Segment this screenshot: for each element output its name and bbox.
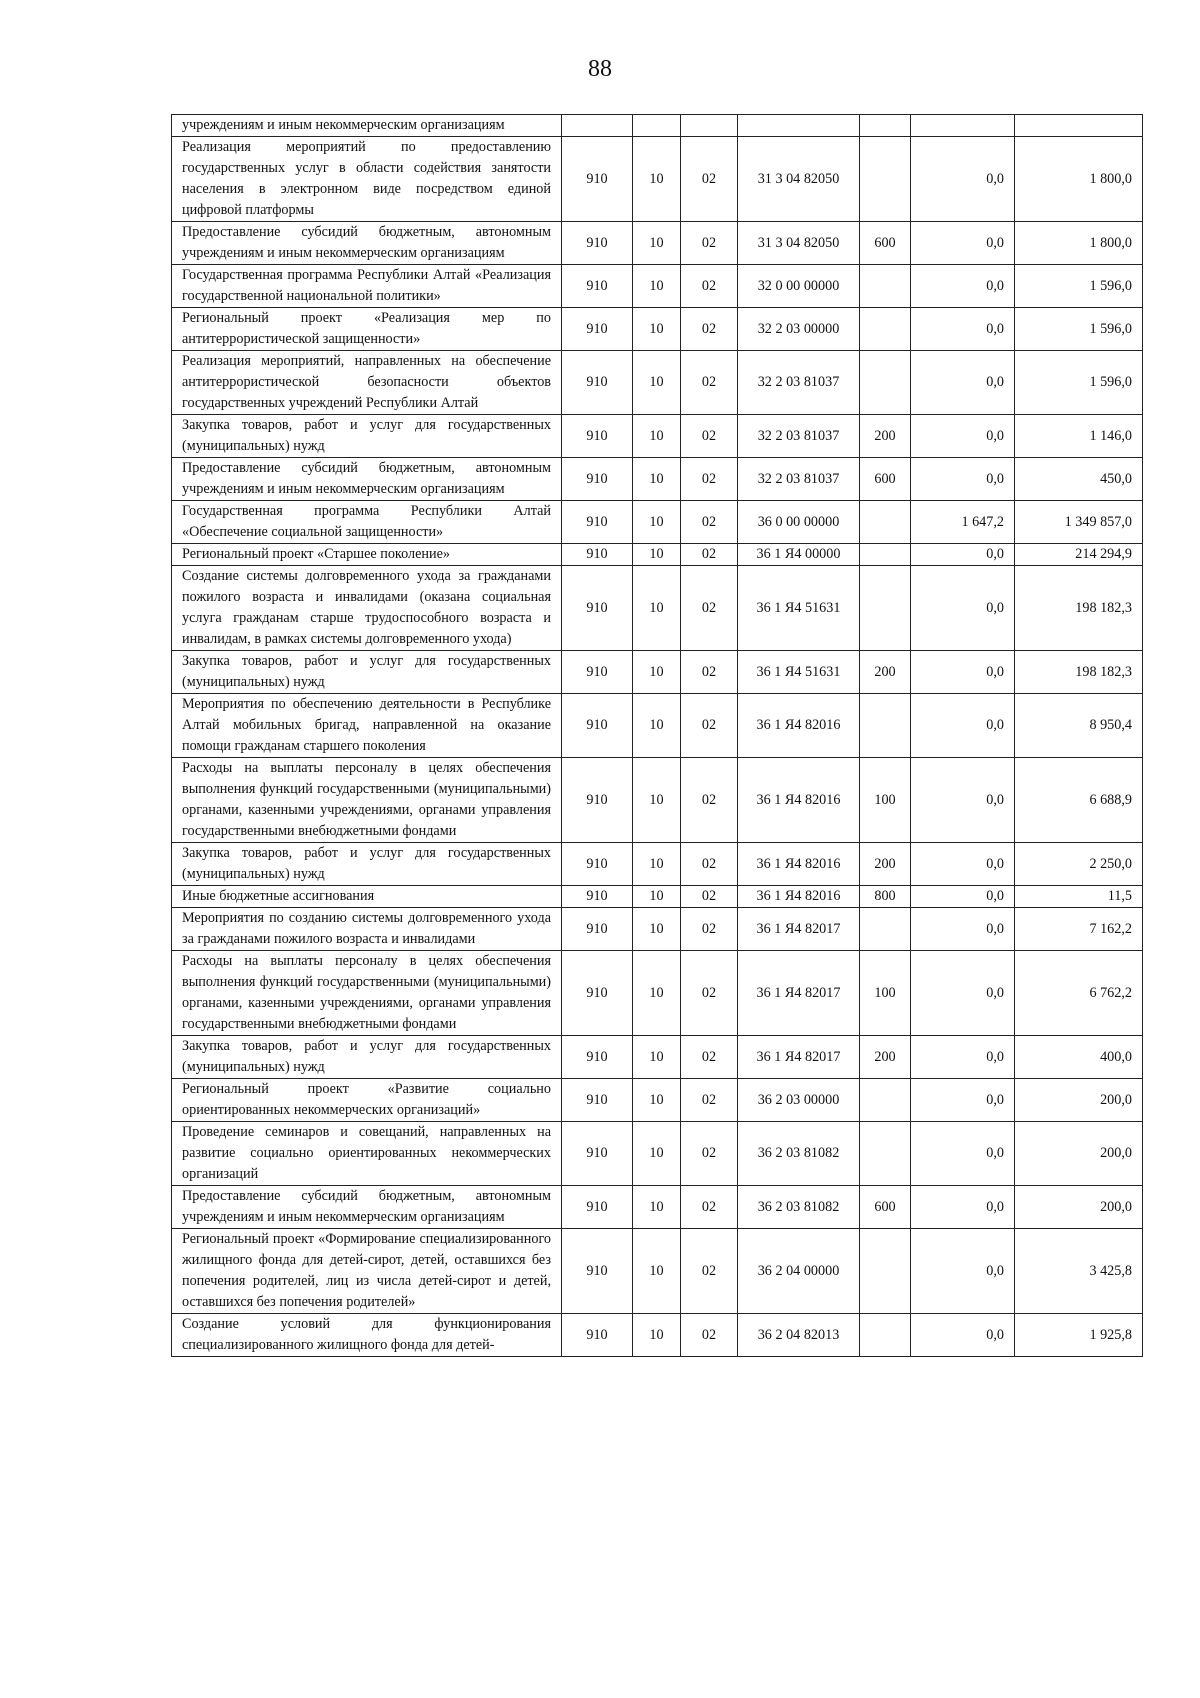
amount-2-cell: 200,0 (1015, 1079, 1143, 1122)
section-code-cell: 10 (633, 137, 681, 222)
section-code-cell: 10 (633, 222, 681, 265)
amount-1-cell: 0,0 (911, 1229, 1015, 1314)
amount-1-cell (911, 115, 1015, 137)
subsection-code-cell: 02 (681, 222, 738, 265)
amount-2-cell: 3 425,8 (1015, 1229, 1143, 1314)
amount-2-cell: 200,0 (1015, 1122, 1143, 1186)
row-name-cell: Мероприятия по созданию системы долговременного ухода за гражданами пожилого возраста и инвалидами (172, 908, 562, 951)
amount-1-cell: 0,0 (911, 886, 1015, 908)
amount-2-cell: 1 596,0 (1015, 351, 1143, 415)
table-row (172, 758, 1143, 843)
grbs-code-cell: 910 (562, 351, 633, 415)
target-article-cell: 36 1 Я4 82016 (738, 843, 860, 886)
subsection-code-cell: 02 (681, 1314, 738, 1357)
expense-type-cell: 200 (860, 843, 911, 886)
amount-2-cell: 8 950,4 (1015, 694, 1143, 758)
row-name-cell: Региональный проект «Развитие социально ориентированных некоммерческих организаций» (172, 1079, 562, 1122)
grbs-code-cell: 910 (562, 1079, 633, 1122)
amount-2-cell: 1 925,8 (1015, 1314, 1143, 1357)
expense-type-cell (860, 351, 911, 415)
subsection-code-cell: 02 (681, 1122, 738, 1186)
grbs-code-cell: 910 (562, 951, 633, 1036)
amount-2-cell: 1 800,0 (1015, 222, 1143, 265)
amount-1-cell: 0,0 (911, 544, 1015, 566)
row-name-cell: Иные бюджетные ассигнования (172, 886, 562, 908)
subsection-code-cell: 02 (681, 843, 738, 886)
subsection-code-cell: 02 (681, 544, 738, 566)
amount-1-cell: 0,0 (911, 1186, 1015, 1229)
section-code-cell: 10 (633, 544, 681, 566)
amount-2-cell: 400,0 (1015, 1036, 1143, 1079)
grbs-code-cell: 910 (562, 415, 633, 458)
target-article-cell: 36 2 03 81082 (738, 1186, 860, 1229)
grbs-code-cell: 910 (562, 308, 633, 351)
section-code-cell: 10 (633, 1186, 681, 1229)
table-row (172, 222, 1143, 265)
expense-type-cell (860, 544, 911, 566)
grbs-code-cell: 910 (562, 1229, 633, 1314)
table-row (172, 951, 1143, 1036)
amount-1-cell: 0,0 (911, 415, 1015, 458)
grbs-code-cell (562, 115, 633, 137)
target-article-cell: 32 0 00 00000 (738, 265, 860, 308)
expense-type-cell (860, 1079, 911, 1122)
subsection-code-cell: 02 (681, 758, 738, 843)
target-article-cell: 36 1 Я4 82017 (738, 951, 860, 1036)
amount-1-cell: 0,0 (911, 458, 1015, 501)
subsection-code-cell: 02 (681, 137, 738, 222)
grbs-code-cell: 910 (562, 886, 633, 908)
amount-1-cell: 0,0 (911, 222, 1015, 265)
subsection-code-cell: 02 (681, 1036, 738, 1079)
target-article-cell: 32 2 03 00000 (738, 308, 860, 351)
expense-type-cell (860, 1314, 911, 1357)
budget-table-body (172, 115, 1143, 1357)
budget-table (171, 114, 1143, 1357)
section-code-cell: 10 (633, 694, 681, 758)
table-row (172, 501, 1143, 544)
amount-2-cell: 200,0 (1015, 1186, 1143, 1229)
target-article-cell: 31 3 04 82050 (738, 137, 860, 222)
table-row (172, 1229, 1143, 1314)
amount-2-cell: 1 596,0 (1015, 308, 1143, 351)
row-name-cell: Проведение семинаров и совещаний, направленных на развитие социально ориентированных некоммерческих организаций (172, 1122, 562, 1186)
page-number: 88 (588, 56, 612, 82)
grbs-code-cell: 910 (562, 908, 633, 951)
grbs-code-cell: 910 (562, 265, 633, 308)
expense-type-cell: 100 (860, 951, 911, 1036)
table-row (172, 1079, 1143, 1122)
amount-2-cell: 198 182,3 (1015, 566, 1143, 651)
subsection-code-cell: 02 (681, 951, 738, 1036)
amount-2-cell: 450,0 (1015, 458, 1143, 501)
amount-1-cell: 0,0 (911, 137, 1015, 222)
amount-2-cell: 1 800,0 (1015, 137, 1143, 222)
section-code-cell: 10 (633, 1122, 681, 1186)
section-code-cell: 10 (633, 415, 681, 458)
row-name-cell: Предоставление субсидий бюджетным, автономным учреждениям и иным некоммерческим организациям (172, 1186, 562, 1229)
section-code-cell: 10 (633, 501, 681, 544)
amount-1-cell: 0,0 (911, 351, 1015, 415)
target-article-cell: 36 1 Я4 82017 (738, 908, 860, 951)
expense-type-cell (860, 115, 911, 137)
section-code-cell: 10 (633, 843, 681, 886)
table-row (172, 265, 1143, 308)
grbs-code-cell: 910 (562, 694, 633, 758)
target-article-cell: 36 2 04 00000 (738, 1229, 860, 1314)
amount-1-cell: 0,0 (911, 1314, 1015, 1357)
table-row (172, 458, 1143, 501)
section-code-cell: 10 (633, 566, 681, 651)
row-name-cell: Расходы на выплаты персоналу в целях обеспечения выполнения функций государственными (муниципальными) органами, казенными учреждениями, органами управления государственными внебюджетными фондами (172, 951, 562, 1036)
amount-1-cell: 0,0 (911, 843, 1015, 886)
amount-1-cell: 0,0 (911, 265, 1015, 308)
section-code-cell: 10 (633, 1229, 681, 1314)
target-article-cell: 36 1 Я4 51631 (738, 651, 860, 694)
table-row (172, 886, 1143, 908)
section-code-cell: 10 (633, 908, 681, 951)
row-name-cell: Создание системы долговременного ухода за гражданами пожилого возраста и инвалидами (оказана социальная услуга гражданам старше трудоспособного возраста и инвалидам, в рамках системы долговременного ухода) (172, 566, 562, 651)
amount-1-cell: 0,0 (911, 1036, 1015, 1079)
subsection-code-cell: 02 (681, 415, 738, 458)
amount-2-cell: 6 688,9 (1015, 758, 1143, 843)
table-row (172, 351, 1143, 415)
table-row (172, 544, 1143, 566)
table-row (172, 566, 1143, 651)
amount-1-cell: 0,0 (911, 908, 1015, 951)
row-name-cell: Мероприятия по обеспечению деятельности в Республике Алтай мобильных бригад, направленной на оказание помощи гражданам старшего поколения (172, 694, 562, 758)
row-name-cell: Предоставление субсидий бюджетным, автономным учреждениям и иным некоммерческим организациям (172, 458, 562, 501)
grbs-code-cell: 910 (562, 758, 633, 843)
table-row (172, 651, 1143, 694)
expense-type-cell: 600 (860, 458, 911, 501)
section-code-cell: 10 (633, 265, 681, 308)
grbs-code-cell: 910 (562, 1122, 633, 1186)
row-name-cell: Создание условий для функционирования специализированного жилищного фонда для детей- (172, 1314, 562, 1357)
grbs-code-cell: 910 (562, 544, 633, 566)
section-code-cell: 10 (633, 651, 681, 694)
amount-2-cell: 2 250,0 (1015, 843, 1143, 886)
grbs-code-cell: 910 (562, 843, 633, 886)
amount-2-cell: 214 294,9 (1015, 544, 1143, 566)
expense-type-cell: 100 (860, 758, 911, 843)
amount-1-cell: 1 647,2 (911, 501, 1015, 544)
target-article-cell: 32 2 03 81037 (738, 351, 860, 415)
table-row (172, 415, 1143, 458)
section-code-cell: 10 (633, 1079, 681, 1122)
section-code-cell: 10 (633, 351, 681, 415)
amount-1-cell: 0,0 (911, 308, 1015, 351)
amount-1-cell: 0,0 (911, 694, 1015, 758)
amount-2-cell (1015, 115, 1143, 137)
section-code-cell (633, 115, 681, 137)
target-article-cell: 32 2 03 81037 (738, 415, 860, 458)
table-row (172, 908, 1143, 951)
amount-2-cell: 1 349 857,0 (1015, 501, 1143, 544)
row-name-cell: Закупка товаров, работ и услуг для государственных (муниципальных) нужд (172, 415, 562, 458)
amount-1-cell: 0,0 (911, 951, 1015, 1036)
expense-type-cell: 200 (860, 415, 911, 458)
grbs-code-cell: 910 (562, 651, 633, 694)
target-article-cell: 36 1 Я4 82016 (738, 886, 860, 908)
row-name-cell: Государственная программа Республики Алтай «Реализация государственной национальной политики» (172, 265, 562, 308)
section-code-cell: 10 (633, 951, 681, 1036)
row-name-cell: Предоставление субсидий бюджетным, автономным учреждениям и иным некоммерческим организациям (172, 222, 562, 265)
subsection-code-cell: 02 (681, 694, 738, 758)
subsection-code-cell: 02 (681, 501, 738, 544)
row-name-cell: Реализация мероприятий по предоставлению государственных услуг в области содействия занятости населения в электронном виде посредством единой цифровой платформы (172, 137, 562, 222)
target-article-cell: 36 1 Я4 82017 (738, 1036, 860, 1079)
amount-2-cell: 198 182,3 (1015, 651, 1143, 694)
amount-1-cell: 0,0 (911, 566, 1015, 651)
expense-type-cell: 800 (860, 886, 911, 908)
row-name-cell: Государственная программа Республики Алтай «Обеспечение социальной защищенности» (172, 501, 562, 544)
expense-type-cell (860, 265, 911, 308)
amount-1-cell: 0,0 (911, 1122, 1015, 1186)
subsection-code-cell: 02 (681, 651, 738, 694)
grbs-code-cell: 910 (562, 1186, 633, 1229)
grbs-code-cell: 910 (562, 137, 633, 222)
target-article-cell: 36 2 03 00000 (738, 1079, 860, 1122)
target-article-cell: 32 2 03 81037 (738, 458, 860, 501)
table-row (172, 308, 1143, 351)
expense-type-cell (860, 1122, 911, 1186)
expense-type-cell (860, 908, 911, 951)
grbs-code-cell: 910 (562, 566, 633, 651)
amount-1-cell: 0,0 (911, 651, 1015, 694)
expense-type-cell: 200 (860, 1036, 911, 1079)
row-name-cell: Региональный проект «Формирование специализированного жилищного фонда для детей-сирот, детей, оставшихся без попечения родителей, лиц из числа детей-сирот и детей, оставшихся без попечения родителей» (172, 1229, 562, 1314)
table-row (172, 115, 1143, 137)
subsection-code-cell: 02 (681, 351, 738, 415)
subsection-code-cell: 02 (681, 265, 738, 308)
table-row (172, 694, 1143, 758)
grbs-code-cell: 910 (562, 458, 633, 501)
section-code-cell: 10 (633, 886, 681, 908)
expense-type-cell (860, 1229, 911, 1314)
expense-type-cell (860, 137, 911, 222)
row-name-cell: учреждениям и иным некоммерческим организациям (172, 115, 562, 137)
table-row (172, 1186, 1143, 1229)
expense-type-cell: 200 (860, 651, 911, 694)
table-row (172, 1122, 1143, 1186)
subsection-code-cell: 02 (681, 458, 738, 501)
subsection-code-cell (681, 115, 738, 137)
row-name-cell: Закупка товаров, работ и услуг для государственных (муниципальных) нужд (172, 843, 562, 886)
amount-2-cell: 11,5 (1015, 886, 1143, 908)
row-name-cell: Расходы на выплаты персоналу в целях обеспечения выполнения функций государственными (муниципальными) органами, казенными учреждениями, органами управления государственными внебюджетными фондами (172, 758, 562, 843)
target-article-cell: 36 1 Я4 51631 (738, 566, 860, 651)
expense-type-cell (860, 501, 911, 544)
expense-type-cell (860, 566, 911, 651)
row-name-cell: Закупка товаров, работ и услуг для государственных (муниципальных) нужд (172, 1036, 562, 1079)
expense-type-cell: 600 (860, 222, 911, 265)
target-article-cell: 36 1 Я4 82016 (738, 758, 860, 843)
target-article-cell (738, 115, 860, 137)
table-row (172, 1036, 1143, 1079)
target-article-cell: 36 2 04 82013 (738, 1314, 860, 1357)
subsection-code-cell: 02 (681, 566, 738, 651)
expense-type-cell: 600 (860, 1186, 911, 1229)
grbs-code-cell: 910 (562, 222, 633, 265)
section-code-cell: 10 (633, 758, 681, 843)
target-article-cell: 36 1 Я4 00000 (738, 544, 860, 566)
section-code-cell: 10 (633, 458, 681, 501)
amount-1-cell: 0,0 (911, 758, 1015, 843)
amount-1-cell: 0,0 (911, 1079, 1015, 1122)
table-row (172, 1314, 1143, 1357)
expense-type-cell (860, 308, 911, 351)
section-code-cell: 10 (633, 1314, 681, 1357)
amount-2-cell: 1 596,0 (1015, 265, 1143, 308)
section-code-cell: 10 (633, 308, 681, 351)
grbs-code-cell: 910 (562, 1314, 633, 1357)
table-row (172, 137, 1143, 222)
subsection-code-cell: 02 (681, 1079, 738, 1122)
subsection-code-cell: 02 (681, 908, 738, 951)
subsection-code-cell: 02 (681, 1186, 738, 1229)
amount-2-cell: 6 762,2 (1015, 951, 1143, 1036)
table-row (172, 843, 1143, 886)
grbs-code-cell: 910 (562, 501, 633, 544)
section-code-cell: 10 (633, 1036, 681, 1079)
target-article-cell: 36 2 03 81082 (738, 1122, 860, 1186)
target-article-cell: 31 3 04 82050 (738, 222, 860, 265)
amount-2-cell: 7 162,2 (1015, 908, 1143, 951)
subsection-code-cell: 02 (681, 1229, 738, 1314)
amount-2-cell: 1 146,0 (1015, 415, 1143, 458)
subsection-code-cell: 02 (681, 308, 738, 351)
grbs-code-cell: 910 (562, 1036, 633, 1079)
row-name-cell: Региональный проект «Старшее поколение» (172, 544, 562, 566)
expense-type-cell (860, 694, 911, 758)
target-article-cell: 36 1 Я4 82016 (738, 694, 860, 758)
row-name-cell: Реализация мероприятий, направленных на обеспечение антитеррористической безопасности объектов государственных учреждений Республики Алтай (172, 351, 562, 415)
row-name-cell: Закупка товаров, работ и услуг для государственных (муниципальных) нужд (172, 651, 562, 694)
target-article-cell: 36 0 00 00000 (738, 501, 860, 544)
row-name-cell: Региональный проект «Реализация мер по антитеррористической защищенности» (172, 308, 562, 351)
subsection-code-cell: 02 (681, 886, 738, 908)
